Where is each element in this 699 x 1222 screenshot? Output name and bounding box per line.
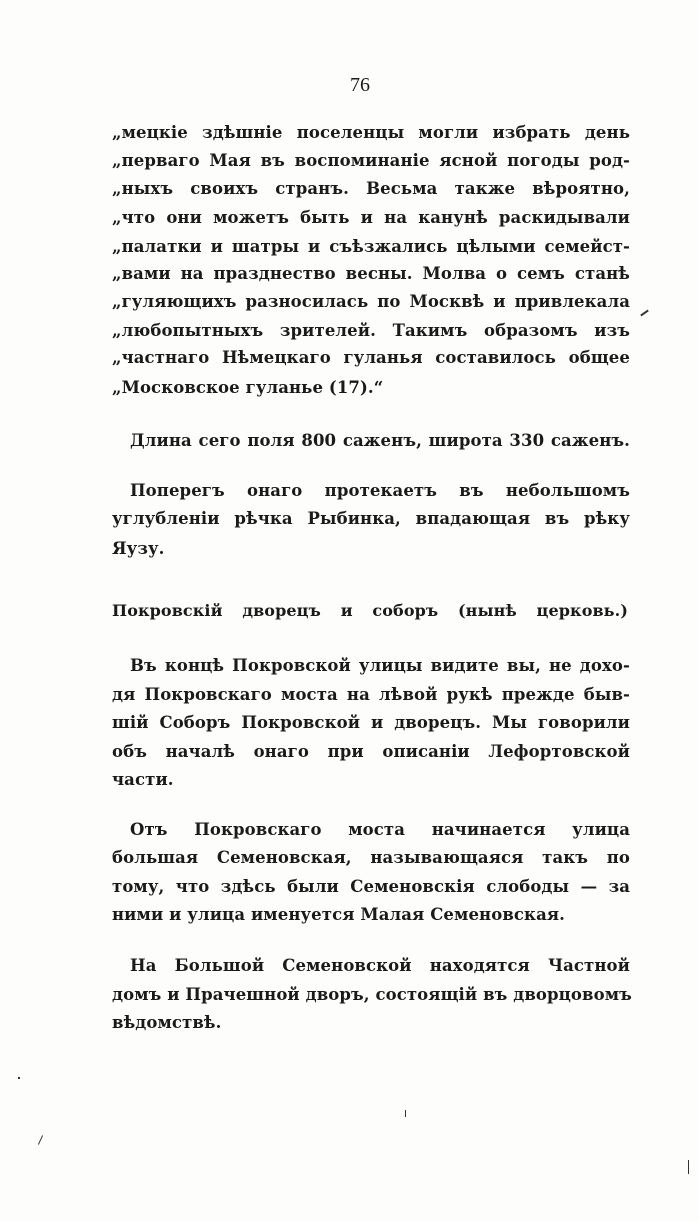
text-line: углубленіи рѣчка Рыбинка, впадающая въ рѣку — [112, 509, 630, 528]
text-line: Отъ Покровскаго моста начинается улица — [130, 820, 630, 839]
ink-mark — [405, 1110, 406, 1117]
text-line: домъ и Прачешной дворъ, состоящій въ дворцовомъ — [112, 985, 632, 1004]
text-line: Яузу. — [112, 539, 165, 558]
text-line: дя Покровскаго моста на лѣвой рукѣ прежде быв- — [112, 685, 630, 704]
ink-mark — [38, 1135, 43, 1144]
text-line: ними и улица именуется Малая Семеновская. — [112, 905, 565, 924]
ink-mark — [688, 1160, 689, 1174]
text-line: Въ концѣ Покровской улицы видите вы, не дохо- — [130, 656, 630, 675]
text-line: вѣдомствѣ. — [112, 1013, 222, 1032]
text-line: „гуляющихъ разносилась по Москвѣ и привлекала — [112, 292, 630, 311]
text-line: шій Соборъ Покровской и дворецъ. Мы говорили — [112, 713, 630, 732]
text-line: „вами на празднество весны. Молва о семъ станѣ — [112, 264, 630, 283]
text-line: „перваго Мая въ воспоминаніе ясной погоды род- — [112, 151, 630, 170]
text-line: „палатки и шатры и съѣзжались цѣлыми семейст- — [112, 237, 630, 256]
text-line: объ началѣ онаго при описаніи Лефортовской — [112, 742, 630, 761]
text-line: На Большой Семеновской находятся Частной — [130, 956, 630, 975]
text-line: „частнаго Нѣмецкаго гуланья составилось общее — [112, 348, 630, 367]
page-number: 76 — [350, 74, 370, 96]
text-line: „Московское гуланье (17).“ — [112, 378, 384, 397]
text-line: части. — [112, 770, 174, 789]
text-line: Поперегъ онаго протекаетъ въ небольшомъ — [130, 481, 630, 500]
text-line: тому, что здѣсь были Семеновскія слободы — за — [112, 877, 630, 896]
text-line: „что они можетъ быть и на канунѣ раскидывали — [112, 208, 630, 227]
text-line: Длина сего поля 800 саженъ, широта 330 саженъ. — [130, 431, 630, 450]
text-line: „любопытныхъ зрителей. Такимъ образомъ изъ — [112, 321, 630, 340]
ink-mark — [640, 310, 649, 317]
text-line: большая Семеновская, называющаяся такъ по — [112, 848, 630, 867]
ink-mark — [18, 1077, 20, 1079]
text-line: „мецкіе здѣшніе поселенцы могли избрать день — [112, 123, 630, 142]
text-line: „ныхъ своихъ странъ. Весьма также вѣроятно, — [112, 179, 630, 198]
section-heading: Покровскій дворецъ и соборъ (нынѣ церковь.) — [112, 601, 628, 620]
